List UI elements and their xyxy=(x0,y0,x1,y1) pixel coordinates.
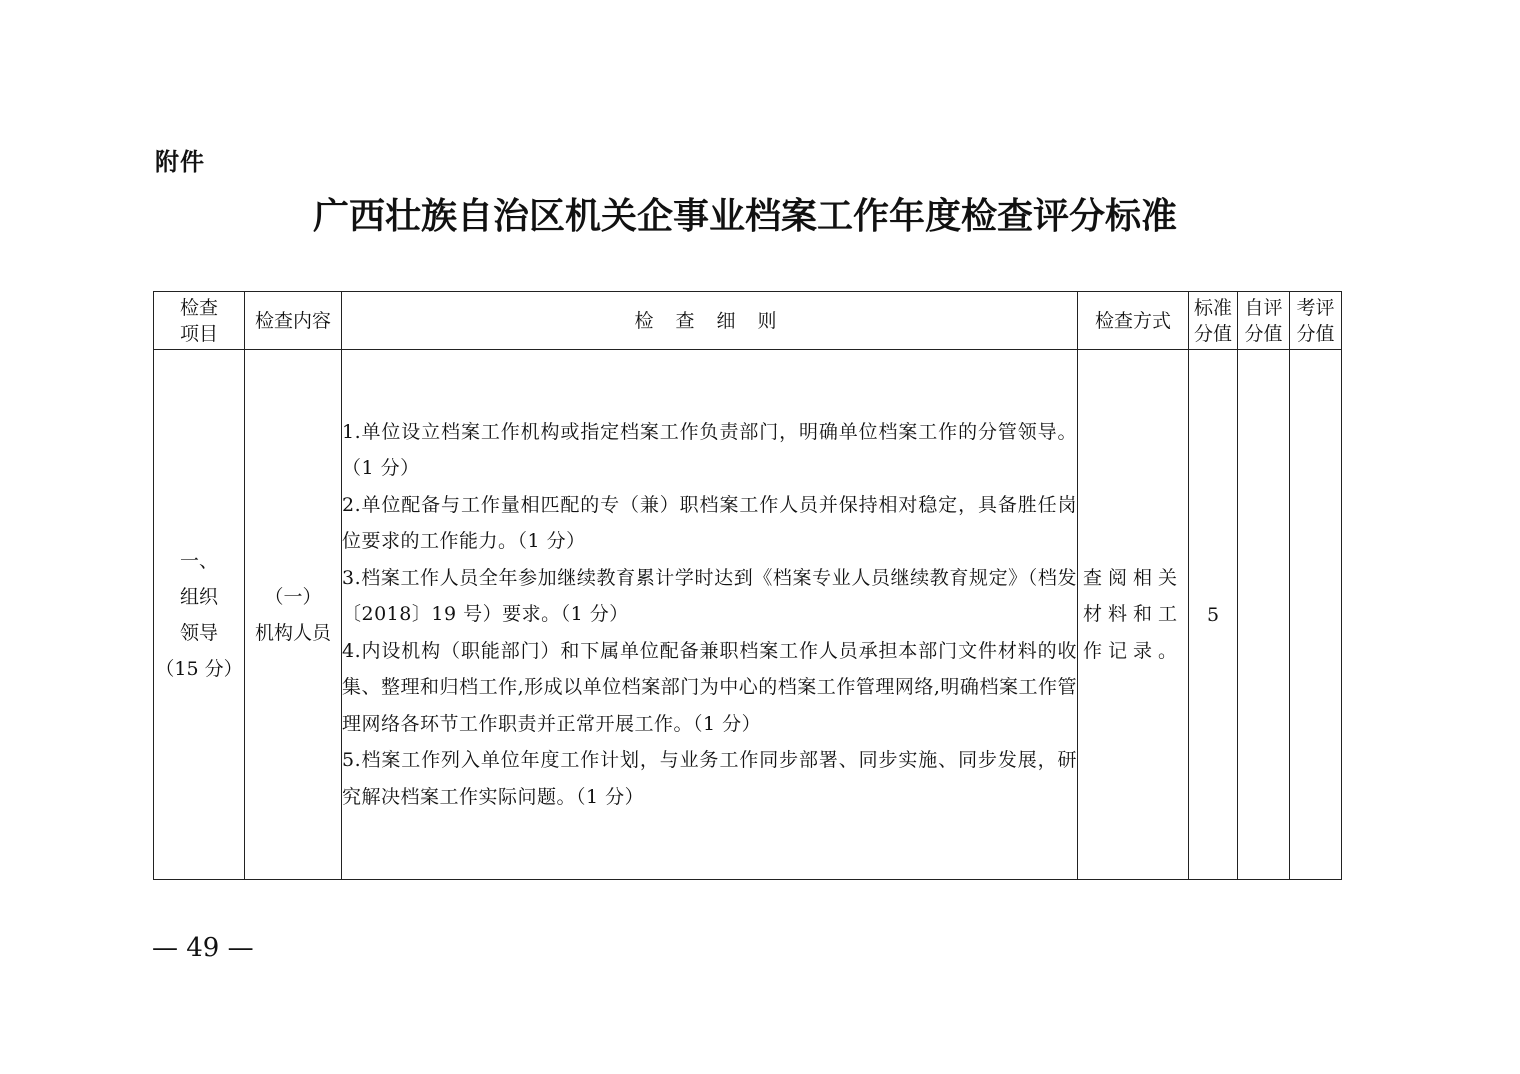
header-review-score xyxy=(1290,292,1342,350)
header-review-score-line: 分值 xyxy=(1296,322,1335,345)
attachment-label: 附件 xyxy=(155,148,205,176)
detail-rule-item: 1.单位设立档案工作机构或指定档案工作负责部门，明确单位档案工作的分管领导。（1 分） xyxy=(342,420,1077,480)
header-self-score-line: 自评 xyxy=(1244,296,1283,319)
check-content-cell xyxy=(245,350,342,880)
table-row xyxy=(154,350,1342,880)
header-self-score-line: 分值 xyxy=(1244,322,1283,345)
check-item-cell xyxy=(154,350,245,880)
detail-rule-item: 2.单位配备与工作量相匹配的专（兼）职档案工作人员并保持相对稳定，具备胜任岗位要求的工作能力。（1 分） xyxy=(342,493,1077,553)
check-item-line: （15 分） xyxy=(155,657,243,680)
review-score-cell xyxy=(1290,350,1342,880)
header-check-content: 检查内容 xyxy=(245,292,342,350)
header-standard-score-line: 标准 xyxy=(1193,296,1232,319)
detail-rule-item: 3.档案工作人员全年参加继续教育累计学时达到《档案专业人员继续教育规定》（档发〔2018〕19 号）要求。（1 分） xyxy=(342,566,1077,626)
header-standard-score xyxy=(1189,292,1238,350)
document-title: 广西壮族自治区机关企事业档案工作年度检查评分标准 xyxy=(312,195,1177,237)
header-self-score xyxy=(1238,292,1290,350)
check-content-line: （一） xyxy=(264,585,322,608)
check-item-line: 领导 xyxy=(179,621,218,644)
header-check-item-line: 项目 xyxy=(179,322,218,345)
check-item-line: 一、 xyxy=(179,549,218,572)
detail-rule-item: 4.内设机构（职能部门）和下属单位配备兼职档案工作人员承担本部门文件材料的收集、整理和归档工作,形成以单位档案部门为中心的档案工作管理网络,明确档案工作管理网络各环节工作职责并正常开展工作。（1 分） xyxy=(342,639,1077,735)
header-check-item xyxy=(154,292,245,350)
header-standard-score-line: 分值 xyxy=(1193,322,1232,345)
page-number: — 49 — xyxy=(152,933,254,963)
self-score-cell xyxy=(1238,350,1290,880)
standard-score-cell: 5 xyxy=(1189,350,1238,880)
header-review-score-line: 考评 xyxy=(1296,296,1335,319)
check-detail-cell xyxy=(342,350,1078,880)
header-check-item-line: 检查 xyxy=(179,296,218,319)
check-content-line: 机构人员 xyxy=(254,621,331,644)
header-check-method: 检查方式 xyxy=(1078,292,1189,350)
header-check-detail: 检 查 细 则 xyxy=(342,292,1078,350)
table-header-row xyxy=(154,292,1342,350)
check-item-line: 组织 xyxy=(179,585,218,608)
check-method-cell: 查阅相关材料和工作记录。 xyxy=(1078,350,1189,880)
scoring-standard-table xyxy=(153,291,1342,880)
detail-rule-item: 5.档案工作列入单位年度工作计划，与业务工作同步部署、同步实施、同步发展，研究解决档案工作实际问题。（1 分） xyxy=(342,749,1077,808)
